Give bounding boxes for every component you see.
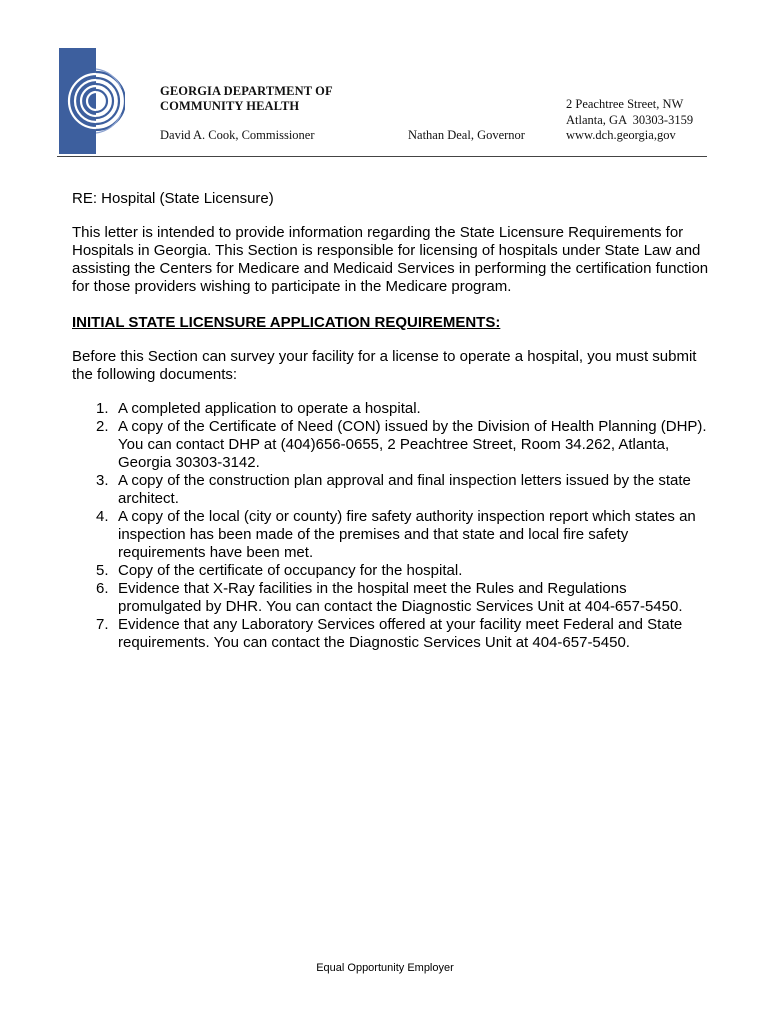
- list-item-text: A copy of the Certificate of Need (CON) issued by the Division of Health Planning (DHP). You can contact DHP at (404)656-0655, 2 Peachtree Street, Room 34.262, Atlanta, Georgia 30303-3142.: [118, 418, 707, 471]
- list-item: [72, 400, 712, 418]
- list-item-number: 3.: [96, 472, 109, 489]
- list-item: [72, 616, 712, 652]
- address-line-1: 2 Peachtree Street, NW: [566, 97, 684, 111]
- list-item-text: Evidence that X-Ray facilities in the hospital meet the Rules and Regulations promulgated by DHR. You can contact the Diagnostic Services Unit at 404-657-5450.: [118, 580, 683, 615]
- list-item-number: 4.: [96, 508, 109, 525]
- org-line-1: GEORGIA DEPARTMENT OF: [160, 84, 333, 98]
- list-item: [72, 418, 712, 472]
- list-item-number: 7.: [96, 616, 109, 633]
- requirements-lead: Before this Section can survey your facility for a license to operate a hospital, you must submit the following documents:: [72, 348, 697, 383]
- list-item: [72, 472, 712, 508]
- commissioner-name: David A. Cook, Commissioner: [160, 128, 315, 142]
- list-item-number: 1.: [96, 400, 109, 417]
- list-item-text: A completed application to operate a hospital.: [118, 400, 421, 417]
- list-item: [72, 580, 712, 616]
- list-item: [72, 562, 712, 580]
- address-block: [566, 97, 693, 144]
- address-line-2: Atlanta, GA 30303-3159: [566, 112, 694, 127]
- header-divider: [57, 156, 707, 157]
- requirements-list: [72, 400, 712, 652]
- list-item-text: A copy of the local (city or county) fire safety authority inspection report which states an inspection has been made of the premises and that state and local fire safety requirements have been met.: [118, 508, 696, 561]
- list-item-number: 2.: [96, 418, 109, 435]
- list-item-text: A copy of the construction plan approval and final inspection letters issued by the state architect.: [118, 472, 691, 507]
- list-item-text: Copy of the certificate of occupancy for the hospital.: [118, 562, 463, 579]
- list-item-text: Evidence that any Laboratory Services offered at your facility meet Federal and State requirements. You can contact the Diagnostic Services Unit at 404-657-5450.: [118, 616, 683, 651]
- requirements-heading: INITIAL STATE LICENSURE APPLICATION REQUIREMENTS:: [72, 314, 501, 331]
- subject-line: RE: Hospital (State Licensure): [72, 190, 274, 207]
- org-line-2: COMMUNITY HEALTH: [160, 99, 300, 113]
- intro-paragraph: This letter is intended to provide information regarding the State Licensure Requirements for Hospitals in Georgia. This Section is responsible for licensing of hospitals under State Law and assisting the Centers for Medicare and Medicaid Services in performing the certification function for those providers wishing to participate in the Medicare program.: [72, 224, 709, 295]
- dch-logo-icon: [59, 48, 125, 154]
- list-item-number: 6.: [96, 580, 109, 597]
- organization-name: [160, 84, 333, 114]
- list-item: [72, 508, 712, 562]
- letter-body: [72, 190, 712, 652]
- list-item-number: 5.: [96, 562, 109, 579]
- governor-name: Nathan Deal, Governor: [408, 128, 525, 142]
- website-link[interactable]: www.dch.georgia,gov: [566, 128, 676, 142]
- footer-text: Equal Opportunity Employer: [316, 962, 454, 974]
